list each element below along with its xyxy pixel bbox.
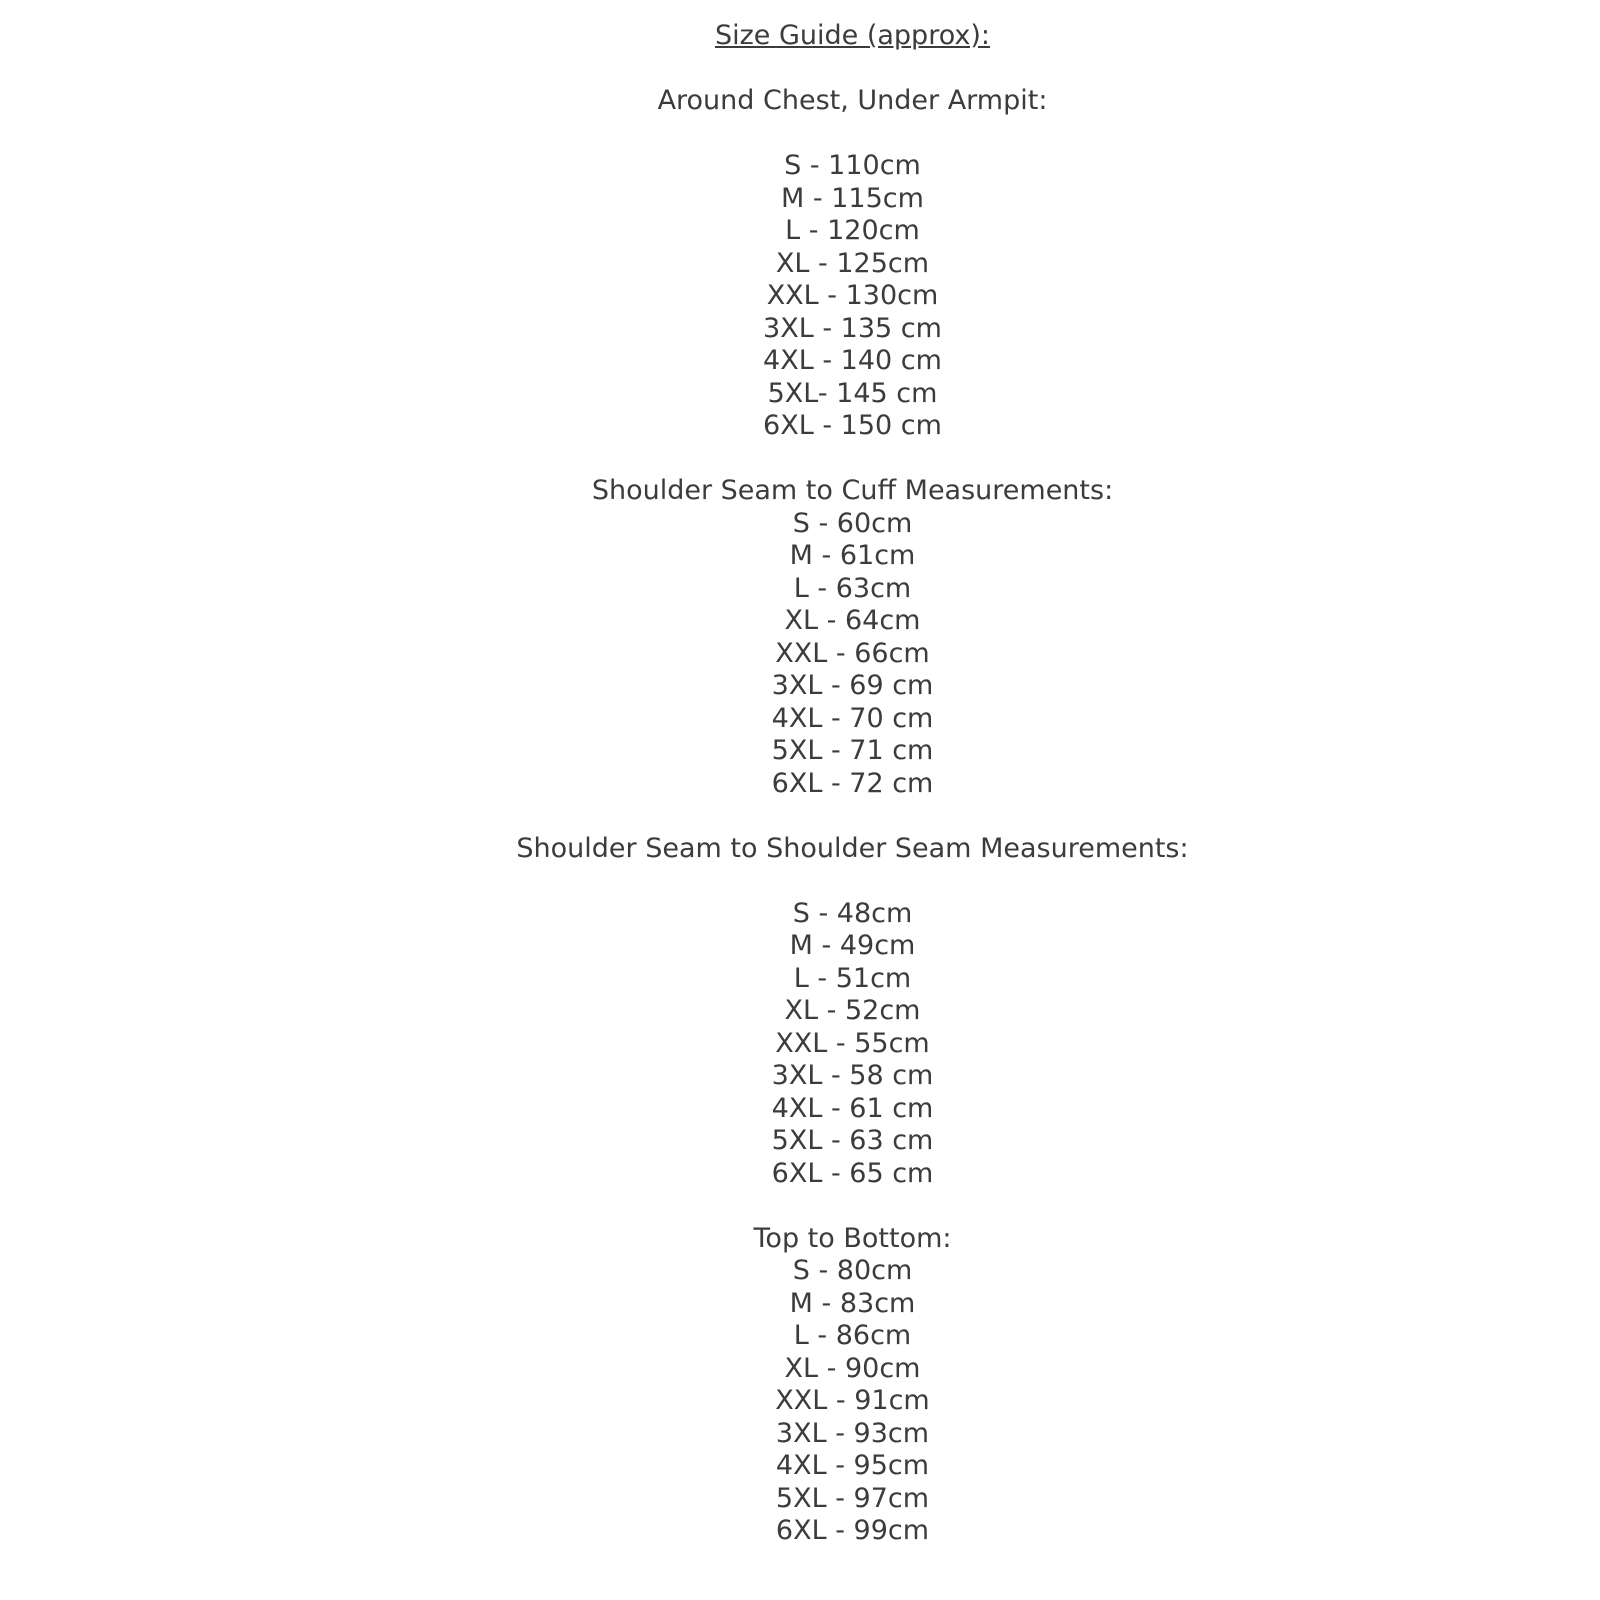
size-item: S - 110cm: [784, 150, 921, 181]
section-heading-around-chest: Around Chest, Under Armpit:: [657, 85, 1048, 116]
section-heading-seam-to-cuff: Shoulder Seam to Cuff Measurements:: [591, 475, 1114, 506]
size-item: 4XL - 95cm: [775, 1450, 930, 1481]
size-item: 5XL - 97cm: [775, 1482, 930, 1514]
size-item: 4XL - 140 cm: [763, 345, 942, 376]
spacer: [105, 800, 1600, 833]
size-item: S - 80cm: [792, 1255, 913, 1286]
size-item: XXL - 55cm: [775, 1027, 930, 1059]
size-item: XL - 125cm: [775, 247, 930, 279]
size-item: 3XL - 69 cm: [771, 670, 934, 701]
size-item: XL - 52cm: [784, 995, 921, 1026]
spacer: [105, 865, 1600, 898]
size-item: 5XL- 145 cm: [767, 377, 938, 409]
size-item: 4XL - 70 cm: [771, 702, 934, 734]
size-item: XXL - 130cm: [766, 280, 939, 311]
size-item: M - 61cm: [789, 540, 916, 571]
spacer: [105, 118, 1600, 151]
size-item: M - 49cm: [789, 930, 916, 961]
size-item: 3XL - 135 cm: [763, 312, 942, 344]
size-item: XL - 90cm: [784, 1352, 921, 1384]
section-heading-top-to-bottom: Top to Bottom:: [753, 1222, 952, 1254]
size-item: M - 83cm: [789, 1287, 916, 1319]
spacer: [105, 53, 1600, 86]
size-item: L - 63cm: [793, 572, 912, 604]
size-item: XXL - 91cm: [775, 1385, 930, 1416]
spacer: [105, 443, 1600, 476]
size-item: 6XL - 65 cm: [771, 1157, 934, 1189]
spacer: [105, 1190, 1600, 1223]
size-item: 6XL - 99cm: [775, 1515, 930, 1546]
size-item: 5XL - 63 cm: [771, 1125, 934, 1156]
size-item: 5XL - 71 cm: [771, 735, 934, 766]
size-item: XL - 64cm: [784, 605, 921, 636]
size-item: L - 86cm: [793, 1320, 912, 1351]
size-item: 6XL - 72 cm: [771, 767, 934, 799]
size-item: M - 115cm: [781, 182, 924, 214]
size-item: L - 120cm: [785, 215, 920, 246]
size-item: 4XL - 61 cm: [771, 1092, 934, 1124]
size-item: 6XL - 150 cm: [763, 410, 942, 441]
size-item: S - 48cm: [792, 897, 913, 929]
page-title: Size Guide (approx):: [714, 20, 991, 51]
size-item: L - 51cm: [793, 962, 912, 994]
size-item: 3XL - 58 cm: [771, 1060, 934, 1091]
size-item: 3XL - 93cm: [775, 1417, 930, 1449]
section-heading-seam-to-seam: Shoulder Seam to Shoulder Seam Measurements:: [516, 832, 1189, 864]
size-item: S - 60cm: [792, 507, 913, 539]
size-item: XXL - 66cm: [775, 637, 930, 669]
